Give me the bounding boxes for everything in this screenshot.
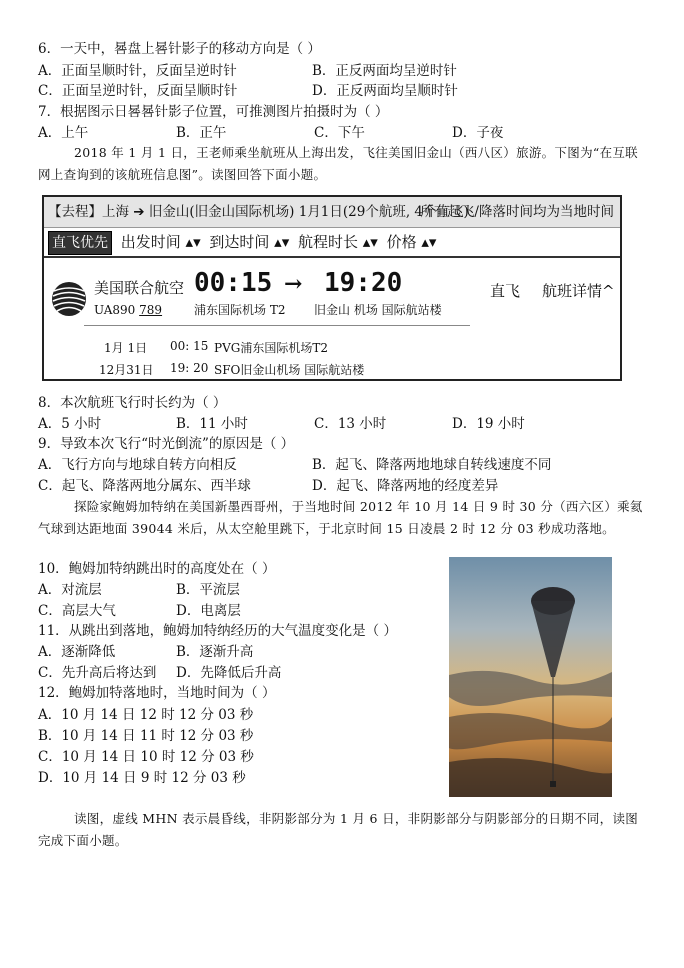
q9-option-d: D．起飞、降落两地的经度差异 <box>312 478 499 494</box>
sort-duration-button[interactable]: 航程时长 ▴▾ <box>298 233 378 251</box>
balloon-photo <box>449 557 612 797</box>
q10-stem: 10．鲍姆加特纳跳出时的高度处在（ ） <box>38 561 276 577</box>
q10-option-b: B．平流层 <box>176 582 240 598</box>
segment1-date: 1月 1日 <box>104 341 148 355</box>
q10-option-a: A．对流层 <box>38 582 102 598</box>
segment2-airport: SFO旧金山机场 国际航站楼 <box>214 363 365 377</box>
local-time-note: 所有起飞/降落时间均为当地时间 <box>420 204 614 220</box>
q6-stem: 6．一天中，晷盘上晷针影子的移动方向是（ ） <box>38 41 321 57</box>
sort-departure-button[interactable]: 出发时间 ▴▾ <box>120 233 201 251</box>
arrow-icon: → <box>284 271 303 297</box>
q9-option-b: B．起飞、降落两地地球自转线速度不同 <box>312 457 552 473</box>
passage-baumgartner: 探险家鲍姆加特纳在美国新墨西哥州，于当地时间 2012 年 10 月 14 日 9 时 30 分（西六区）乘氦气球到达距地面 39044 米后，从太空舱里跳下，于北京时间 15 日凌晨 2 时 12 分 03 秒成功落地。 <box>38 499 643 536</box>
direct-first-toggle[interactable]: 直飞优先 <box>48 231 112 255</box>
q9-option-c: C．起飞、降落两地分属东、西半球 <box>38 478 251 494</box>
q12-option-c: C．10 月 14 日 10 时 12 分 03 秒 <box>38 749 254 765</box>
direct-flight-label: 直飞 <box>490 282 521 300</box>
q12-stem: 12．鲍姆加特落地时，当地时间为（ ） <box>38 685 276 701</box>
airline-name: 美国联合航空 <box>94 279 185 297</box>
flight-number-primary: UA890 <box>94 303 136 317</box>
q11-option-a: A．逐渐降低 <box>38 644 116 660</box>
sort-price-button[interactable]: 价格 ▴▾ <box>386 233 437 251</box>
flight-number-secondary: 789 <box>139 303 163 317</box>
q7-option-d: D．子夜 <box>452 125 504 141</box>
route-text: 【去程】上海 ➔ 旧金山(旧金山国际机场) 1月1日(29个航班, 4个直飞) <box>48 204 469 220</box>
q11-stem: 11．从跳出到落地，鲍姆加特纳经历的大气温度变化是（ ） <box>38 623 397 639</box>
q8-option-d: D．19 小时 <box>452 416 525 432</box>
departure-time: 00:15 <box>194 268 273 298</box>
arrival-time: 19:20 <box>324 268 403 298</box>
q12-option-b: B．10 月 14 日 11 时 12 分 03 秒 <box>38 728 254 744</box>
arrival-airport: 旧金山 机场 国际航站楼 <box>314 303 442 317</box>
q7-option-b: B．正午 <box>176 125 227 141</box>
flight-info-figure <box>42 195 622 381</box>
q10-option-c: C．高层大气 <box>38 603 116 619</box>
q7-stem: 7．根据图示日晷晷针影子位置，可推测图片拍摄时为（ ） <box>38 104 389 120</box>
q11-option-c: C．先升高后将达到 <box>38 665 157 681</box>
segment2-time: 19: 20 <box>170 361 209 375</box>
q9-option-a: A．飞行方向与地球自转方向相反 <box>38 457 237 473</box>
sort-bar <box>44 228 620 258</box>
q11-option-b: B．逐渐升高 <box>176 644 254 660</box>
departure-airport: 浦东国际机场 T2 <box>194 303 286 317</box>
divider <box>84 325 470 326</box>
sort-arrival-button[interactable]: 到达时间 ▴▾ <box>209 233 290 251</box>
q7-option-a: A．上午 <box>38 125 89 141</box>
q8-option-c: C．13 小时 <box>314 416 387 432</box>
q6-option-c: C．正面呈逆时针，反面呈顺时针 <box>38 83 238 99</box>
united-airlines-globe-icon <box>50 277 88 325</box>
route-bar <box>44 197 620 228</box>
q7-option-c: C．下午 <box>314 125 365 141</box>
q8-option-a: A．5 小时 <box>38 416 102 432</box>
q6-option-a: A．正面呈顺时针，反面呈逆时针 <box>38 63 237 79</box>
q6-option-b: B．正反两面均呈逆时针 <box>312 63 457 79</box>
segment2-date: 12月31日 <box>99 363 154 377</box>
flight-number <box>94 303 162 317</box>
q6-option-d: D．正反两面均呈顺时针 <box>312 83 458 99</box>
q12-option-d: D．10 月 14 日 9 时 12 分 03 秒 <box>38 770 246 786</box>
segment1-time: 00: 15 <box>170 339 209 353</box>
q9-stem: 9．导致本次飞行“时光倒流”的原因是（ ） <box>38 436 295 452</box>
passage-terminator: 读图，虚线 MHN 表示晨昏线，非阴影部分为 1 月 6 日，非阴影部分与阴影部分的日期不同，读图完成下面小题。 <box>38 811 639 848</box>
q8-stem: 8．本次航班飞行时长约为（ ） <box>38 395 227 411</box>
flight-details-link[interactable]: 航班详情^ <box>542 282 615 300</box>
q8-option-b: B．11 小时 <box>176 416 248 432</box>
q12-option-a: A．10 月 14 日 12 时 12 分 03 秒 <box>38 707 254 723</box>
q10-option-d: D．电离层 <box>176 603 241 619</box>
passage-flight-intro: 2018 年 1 月 1 日，王老师乘坐航班从上海出发，飞往美国旧金山（西八区）旅游。下图为“在互联网上查询到的该航班信息图”。读图回答下面小题。 <box>38 145 638 182</box>
segment1-airport: PVG浦东国际机场T2 <box>214 341 328 355</box>
q11-option-d: D．先降低后升高 <box>176 665 282 681</box>
